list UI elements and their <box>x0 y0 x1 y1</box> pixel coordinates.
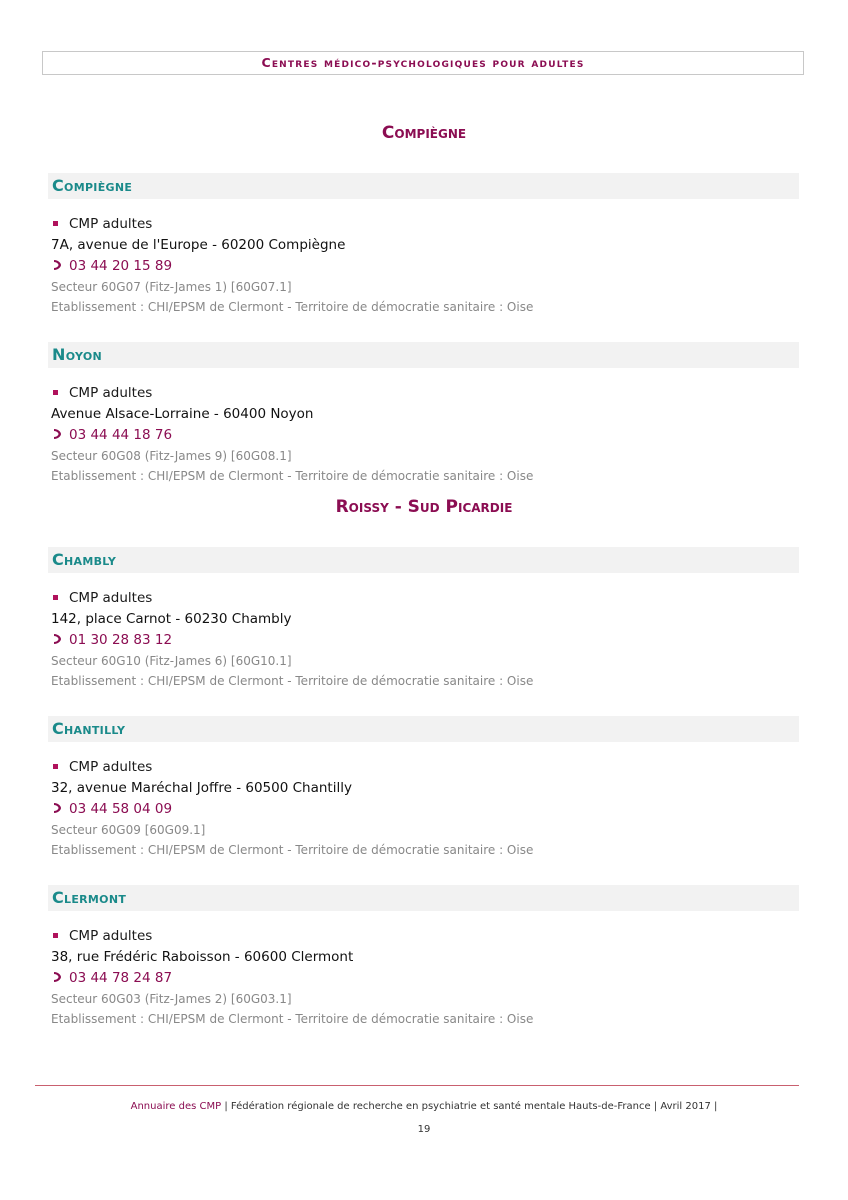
cmp-address: 32, avenue Maréchal Joffre - 60500 Chantilly <box>51 780 352 796</box>
square-bullet-icon <box>53 595 58 600</box>
cmp-establishment: Etablissement : CHI/EPSM de Clermont - Territoire de démocratie sanitaire : Oise <box>51 300 534 314</box>
cmp-sector: Secteur 60G09 [60G09.1] <box>51 823 206 837</box>
phone-icon <box>52 971 63 983</box>
page-header: Centres médico-psychologiques pour adultes <box>42 51 804 75</box>
cmp-establishment: Etablissement : CHI/EPSM de Clermont - Territoire de démocratie sanitaire : Oise <box>51 1012 534 1026</box>
city-name: Chantilly <box>52 719 126 738</box>
cmp-establishment: Etablissement : CHI/EPSM de Clermont - Territoire de démocratie sanitaire : Oise <box>51 674 534 688</box>
cmp-phone[interactable]: 03 44 58 04 09 <box>69 801 173 817</box>
city-name: Compiègne <box>52 176 133 195</box>
footer-text: | Fédération régionale de recherche en psychiatrie et santé mentale Hauts-de-France | Avril 2017 | <box>221 1101 718 1112</box>
square-bullet-icon <box>53 764 58 769</box>
cmp-entry-chambly <box>51 588 771 691</box>
cmp-phone[interactable]: 03 44 78 24 87 <box>69 970 173 986</box>
cmp-type: CMP adultes <box>69 216 153 232</box>
cmp-address: 7A, avenue de l'Europe - 60200 Compiègne <box>51 237 346 253</box>
phone-icon <box>52 259 63 271</box>
city-name: Noyon <box>52 345 102 364</box>
cmp-entry-compiegne <box>51 214 771 317</box>
square-bullet-icon <box>53 390 58 395</box>
cmp-entry-noyon <box>51 383 771 486</box>
footer-brand: Annuaire des CMP <box>130 1101 222 1112</box>
square-bullet-icon <box>53 933 58 938</box>
city-header-noyon <box>48 342 799 368</box>
city-header-chantilly <box>48 716 799 742</box>
cmp-entry-chantilly <box>51 757 771 860</box>
cmp-type: CMP adultes <box>69 928 153 944</box>
cmp-sector: Secteur 60G03 (Fitz-James 2) [60G03.1] <box>51 992 292 1006</box>
cmp-address: 38, rue Frédéric Raboisson - 60600 Clermont <box>51 949 354 965</box>
cmp-type: CMP adultes <box>69 385 153 401</box>
region-title-compiegne: Compiègne <box>381 123 467 143</box>
phone-icon <box>52 428 63 440</box>
cmp-sector: Secteur 60G10 (Fitz-James 6) [60G10.1] <box>51 654 292 668</box>
cmp-phone[interactable]: 01 30 28 83 12 <box>69 632 173 648</box>
city-header-clermont <box>48 885 799 911</box>
cmp-phone[interactable]: 03 44 20 15 89 <box>69 258 173 274</box>
cmp-establishment: Etablissement : CHI/EPSM de Clermont - Territoire de démocratie sanitaire : Oise <box>51 843 534 857</box>
footer-divider <box>35 1085 799 1086</box>
cmp-type: CMP adultes <box>69 759 153 775</box>
cmp-establishment: Etablissement : CHI/EPSM de Clermont - Territoire de démocratie sanitaire : Oise <box>51 469 534 483</box>
city-name: Clermont <box>52 888 127 907</box>
cmp-sector: Secteur 60G08 (Fitz-James 9) [60G08.1] <box>51 449 292 463</box>
city-name: Chambly <box>52 550 117 569</box>
page-footer <box>0 1101 848 1112</box>
cmp-entry-clermont <box>51 926 771 1029</box>
cmp-address: 142, place Carnot - 60230 Chambly <box>51 611 292 627</box>
phone-icon <box>52 802 63 814</box>
page-number: 19 <box>417 1124 431 1135</box>
city-header-compiegne <box>48 173 799 199</box>
city-header-chambly <box>48 547 799 573</box>
phone-icon <box>52 633 63 645</box>
cmp-type: CMP adultes <box>69 590 153 606</box>
cmp-address: Avenue Alsace-Lorraine - 60400 Noyon <box>51 406 314 422</box>
region-title-roissy: Roissy - Sud Picardie <box>335 497 513 517</box>
square-bullet-icon <box>53 221 58 226</box>
cmp-phone[interactable]: 03 44 44 18 76 <box>69 427 173 443</box>
cmp-sector: Secteur 60G07 (Fitz-James 1) [60G07.1] <box>51 280 292 294</box>
